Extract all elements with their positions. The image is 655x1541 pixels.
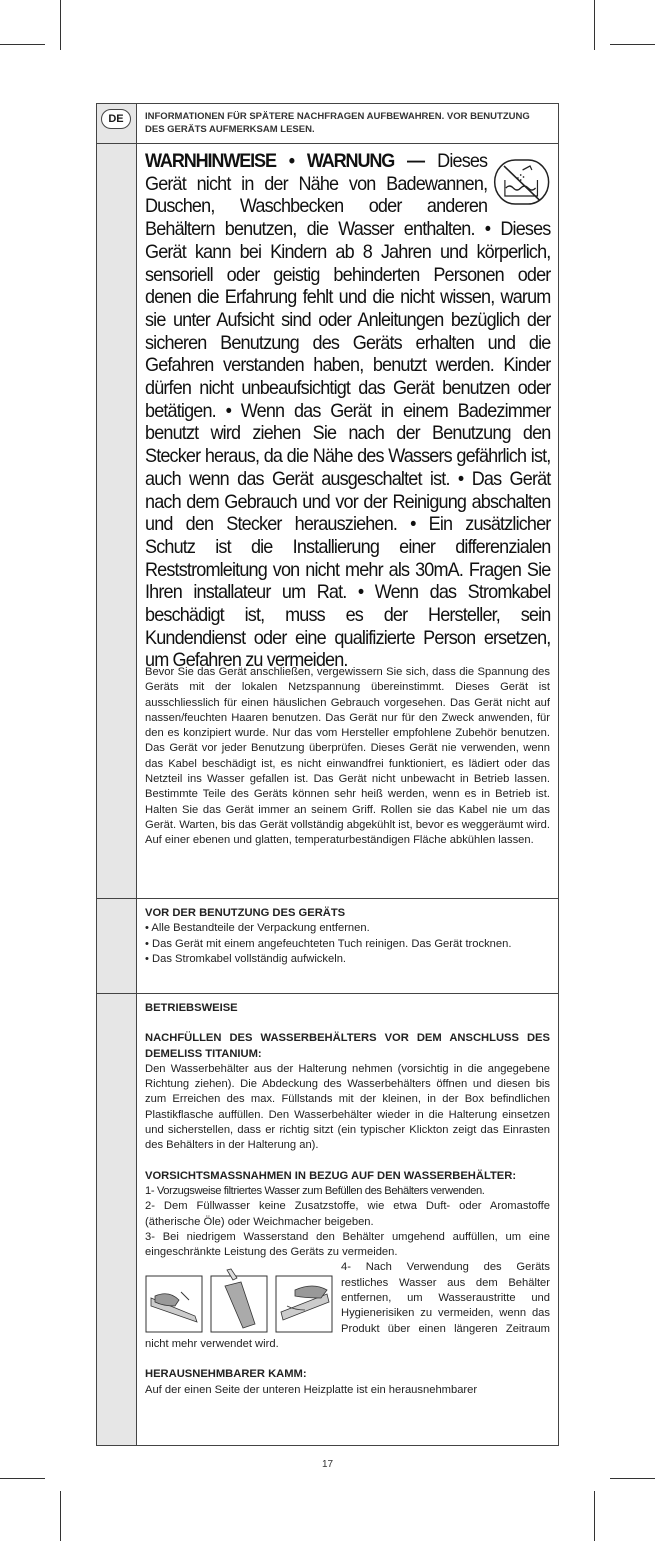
safety-paragraph: Bevor Sie das Gerät anschließen, vergewissern Sie sich, dass die Spannung des Geräts mit der lokalen Netzspannung übereinstimmt. Dieses Gerät ist ausschliesslich für einen häuslichen Gebrauch vorgesehen. Das Gerät nicht auf nassen/feuchten Haaren benutzen. Das Gerät nur für den Zweck anwenden, für den es konzipiert wurde. Nur das vom Hersteller empfohlene Zubehör benutzen. Das Gerät vor jeder Benutzung überprüfen. Dieses Gerät nie verwenden, wenn das Kabel beschädigt ist, es nicht einwandfrei funktioniert, es lädiert oder das Netzteil ins Wasser gefallen ist. Das Gerät nicht unbewacht in Betrieb lassen. Bestimmte Teile des Geräts können sehr heiß werden, wenn es in Betrieb ist. Halten Sie das Gerät immer an seinem Griff. Rollen sie das Kabel nie um das Gerät. Warten, bis das Gerät vollständig abgekühlt ist, bevor es weggeräumt wird. Auf einer ebenen und glatten, temperaturbeständigen Fläche abkühlen lassen. <box>145 666 551 847</box>
list-item: 1- Vorzugsweise filtriertes Wasser zum Befüllen des Behälters verwenden. <box>145 1184 485 1197</box>
header-notice: INFORMATIONEN FÜR SPÄTERE NACHFRAGEN AUFBEWAHREN. VOR BENUTZUNG DES GERÄTS AUFMERKSAM LESEN. <box>145 111 530 135</box>
page-number: 17 <box>321 1459 334 1470</box>
subsection-title: VORSICHTSMASSNAHMEN IN BEZUG AUF DEN WASSERBEHÄLTER: <box>145 1169 517 1182</box>
subsection-title: HERAUSNEHMBARER KAMM: <box>145 1368 307 1381</box>
refill-text: Den Wasserbehälter aus der Halterung nehmen (vorsichtig in die angegebene Richtung ziehen). Die Abdeckung des Wasserbehälters öffnen und diesen bis zum Erreichen des max. Füllstands mit der kleinen, in der Box befindlichen Plastikflasche auffüllen. Den Wasserbehälter wieder in die Halterung einsetzen und sicherstellen, dass er richtig sitzt (ein typischer Klickton zeigt das Einrasten des Behälters in der Halterung an). <box>145 1062 550 1152</box>
crop-mark <box>594 1491 595 1541</box>
warning-text: Dieses Gerät nicht in der Nähe von Badewannen, Duschen, Waschbecken oder anderen Behältern benutzen, die Wasser enthalten. • Dieses Gerät kann bei Kindern ab 8 Jahren und körperlich, sensoriell oder geistig behinderten Personen oder denen die Erfahrung fehlt und die nicht wissen, warum sie unter Aufsicht sind oder Anleitungen bezüglich der sicheren Benutzung des Geräts erhalten und die Gefahren verstanden haben, benutzt werden. Kinder dürfen nicht unbeaufsichtigt das Gerät benutzen oder betätigen. • Wenn das Gerät in einem Badezimmer benutzt wird ziehen Sie nach der Benutzung den Stecker heraus, da die Nähe des Wassers gefährlich ist, auch wenn das Gerät ausgeschaltet ist. • Das Gerät nach dem Gebrauch und vor der Reinigung abschalten und den Stecker herausziehen. • Ein zusätzlicher Schutz ist die Installierung einer differenzialen Reststromleitung von nicht mehr als 30mA. Fragen Sie Ihren installateur um Rat. • Wenn das Stromkabel beschädigt ist, muss es der Hersteller, sein Kundendienst oder eine qualifizierte Person ersetzen, um Gefahren zu vermeiden. <box>145 150 551 672</box>
row-divider <box>96 143 559 144</box>
section-title: VOR DER BENUTZUNG DES GERÄTS <box>145 907 346 919</box>
section-title: BETRIEBSWEISE <box>145 1002 238 1014</box>
crop-mark <box>610 44 655 45</box>
crop-mark <box>60 0 61 50</box>
row-divider <box>96 993 559 994</box>
list-item: 3- Bei niedrigem Wasserstand den Behälter umgehend auffüllen, um eine eingeschränkte Leistung des Geräts zu vermeiden. <box>145 1230 550 1259</box>
crop-mark <box>610 1478 655 1479</box>
warning-title: WARNHINWEISE • WARNUNG — <box>145 150 424 172</box>
water-tank-illustration <box>145 1266 335 1334</box>
language-badge: DE <box>101 109 131 129</box>
crop-mark <box>594 0 595 50</box>
precaution-4 <box>145 1260 550 1352</box>
crop-mark <box>0 44 45 45</box>
list-item: • Alle Bestandteile der Verpackung entfernen. <box>145 922 370 935</box>
crop-mark <box>60 1491 61 1541</box>
operation-section <box>145 1001 550 1398</box>
comb-text: Auf der einen Seite der unteren Heizplatte ist ein herausnehmbarer <box>145 1383 478 1396</box>
list-item: 2- Dem Füllwasser keine Zusatzstoffe, wie etwa Duft- oder Aromastoffe (ätherische Öle) oder Weichmacher beigeben. <box>145 1200 550 1228</box>
before-use-section <box>145 906 550 967</box>
subsection-title: NACHFÜLLEN DES WASSERBEHÄLTERS VOR DEM ANSCHLUSS DES DEMELISS TITANIUM: <box>145 1032 550 1060</box>
crop-mark <box>0 1478 45 1479</box>
list-item: • Das Gerät mit einem angefeuchteten Tuch reinigen. Das Gerät trocknen. <box>145 937 512 950</box>
warning-block <box>145 150 550 672</box>
list-item: 4- Nach Verwendung des Geräts restliches Wasser aus dem Behälter entfernen, um Wasseraustritte und Hygienerisiken zu vermeiden, wenn das Produkt über einen längeren Zeitraum nicht mehr verwendet wird. <box>145 1261 550 1350</box>
row-divider <box>96 898 559 899</box>
list-item: • Das Stromkabel vollständig aufwickeln. <box>145 952 347 965</box>
no-water-near-bath-icon <box>493 158 551 206</box>
